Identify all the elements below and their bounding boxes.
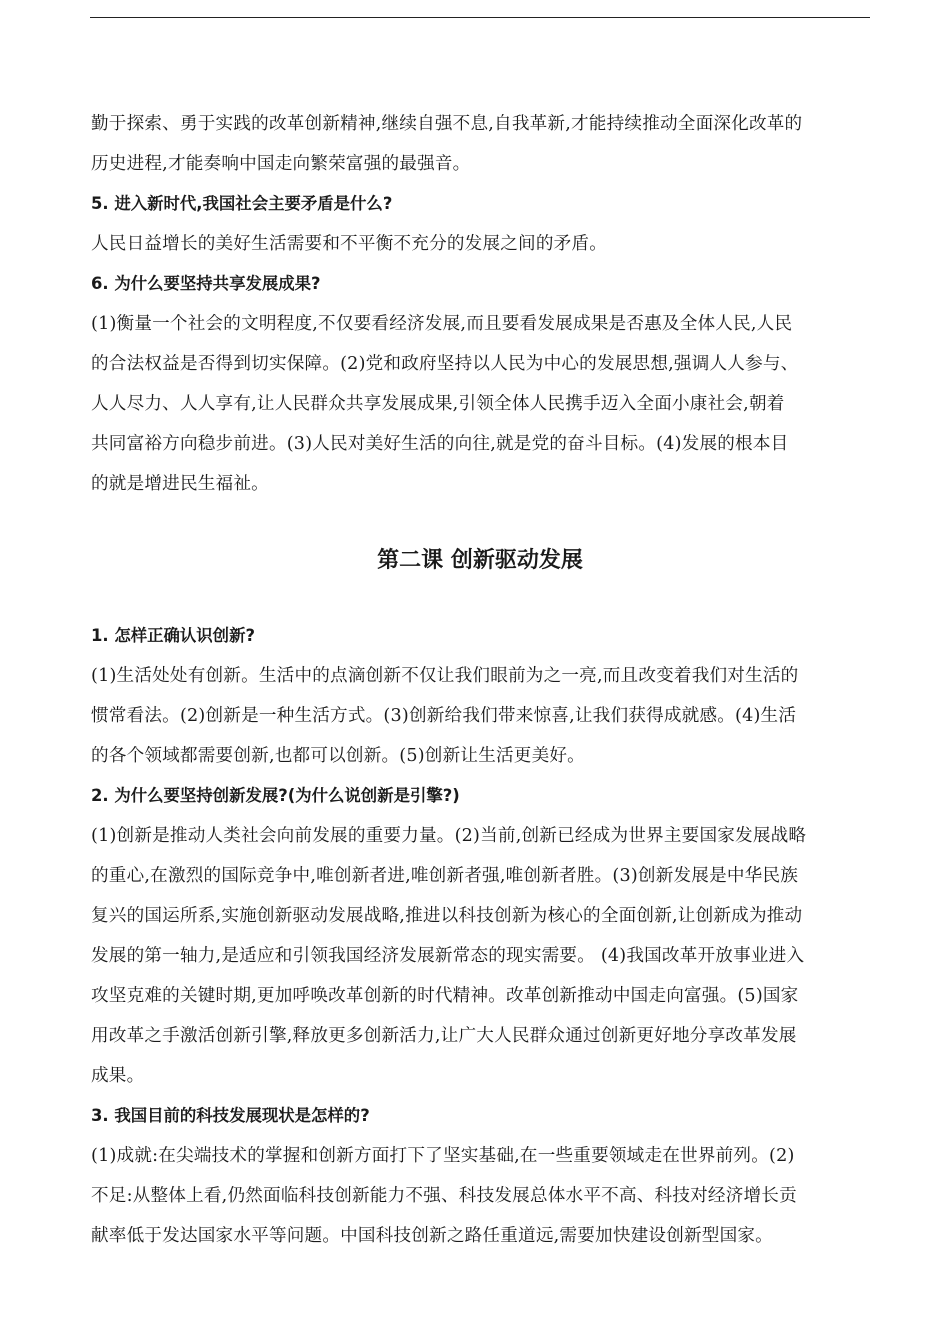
lesson-2-question-3-heading: 3. 我国目前的科技发展现状是怎样的? (91, 1106, 370, 1125)
text-line: 的重心,在激烈的国际竞争中,唯创新者进,唯创新者强,唯创新者胜。(3)创新发展是中华民族 (91, 866, 799, 886)
text-line: 复兴的国运所系,实施创新驱动发展战略,推进以科技创新为核心的全面创新,让创新成为推动 (91, 906, 803, 926)
text-line: 成果。 (91, 1066, 145, 1086)
text-line: 的各个领域都需要创新,也都可以创新。(5)创新让生活更美好。 (91, 746, 585, 766)
text-line: (1)创新是推动人类社会向前发展的重要力量。(2)当前,创新已经成为世界主要国家发展战略 (91, 826, 807, 846)
lesson-2-question-2-heading: 2. 为什么要坚持创新发展?(为什么说创新是引擎?) (91, 786, 460, 805)
text-line: 献率低于发达国家水平等问题。中国科技创新之路任重道远,需要加快建设创新型国家。 (91, 1226, 773, 1246)
text-line: (1)衡量一个社会的文明程度,不仅要看经济发展,而且要看发展成果是否惠及全体人民,人民 (91, 314, 793, 334)
lesson-2-question-3-answer (91, 1136, 869, 1256)
question-5-heading: 5. 进入新时代,我国社会主要矛盾是什么? (91, 194, 393, 213)
header-rule (90, 17, 870, 18)
document-body (91, 104, 869, 1256)
question-5-answer (91, 224, 869, 264)
text-line: 共同富裕方向稳步前进。(3)人民对美好生活的向往,就是党的奋斗目标。(4)发展的根本目 (91, 434, 789, 454)
intro-paragraph (91, 104, 869, 184)
lesson-2-question-1-heading: 1. 怎样正确认识创新? (91, 626, 255, 645)
text-line: (1)成就:在尖端技术的掌握和创新方面打下了坚实基础,在一些重要领域走在世界前列。(2) (91, 1146, 795, 1166)
text-line: 的就是增进民生福祉。 (91, 474, 269, 494)
text-line: 人人尽力、人人享有,让人民群众共享发展成果,引领全体人民携手迈入全面小康社会,朝着 (91, 394, 785, 414)
text-line: 用改革之手激活创新引擎,释放更多创新活力,让广大人民群众通过创新更好地分享改革发展 (91, 1026, 797, 1046)
text-line: 人民日益增长的美好生活需要和不平衡不充分的发展之间的矛盾。 (91, 234, 608, 254)
text-line: 勤于探索、勇于实践的改革创新精神,继续自强不息,自我革新,才能持续推动全面深化改革的 (91, 114, 803, 134)
lesson-2-question-2-answer (91, 816, 869, 1096)
text-line: 历史进程,才能奏响中国走向繁荣富强的最强音。 (91, 154, 471, 174)
lesson-2-title: 第二课 创新驱动发展 (377, 548, 583, 573)
lesson-2-question-1-answer (91, 656, 869, 776)
text-line: 惯常看法。(2)创新是一种生活方式。(3)创新给我们带来惊喜,让我们获得成就感。(4)生活 (91, 706, 797, 726)
text-line: (1)生活处处有创新。生活中的点滴创新不仅让我们眼前为之一亮,而且改变着我们对生活的 (91, 666, 799, 686)
text-line: 发展的第一轴力,是适应和引领我国经济发展新常态的现实需要。 (4)我国改革开放事业进入 (91, 946, 805, 966)
question-6-heading: 6. 为什么要坚持共享发展成果? (91, 274, 321, 293)
text-line: 不足:从整体上看,仍然面临科技创新能力不强、科技发展总体水平不高、科技对经济增长贡 (91, 1186, 797, 1206)
text-line: 攻坚克难的关键时期,更加呼唤改革创新的时代精神。改革创新推动中国走向富强。(5)国家 (91, 986, 799, 1006)
question-6-answer (91, 304, 869, 504)
text-line: 的合法权益是否得到切实保障。(2)党和政府坚持以人民为中心的发展思想,强调人人参与、 (91, 354, 799, 374)
